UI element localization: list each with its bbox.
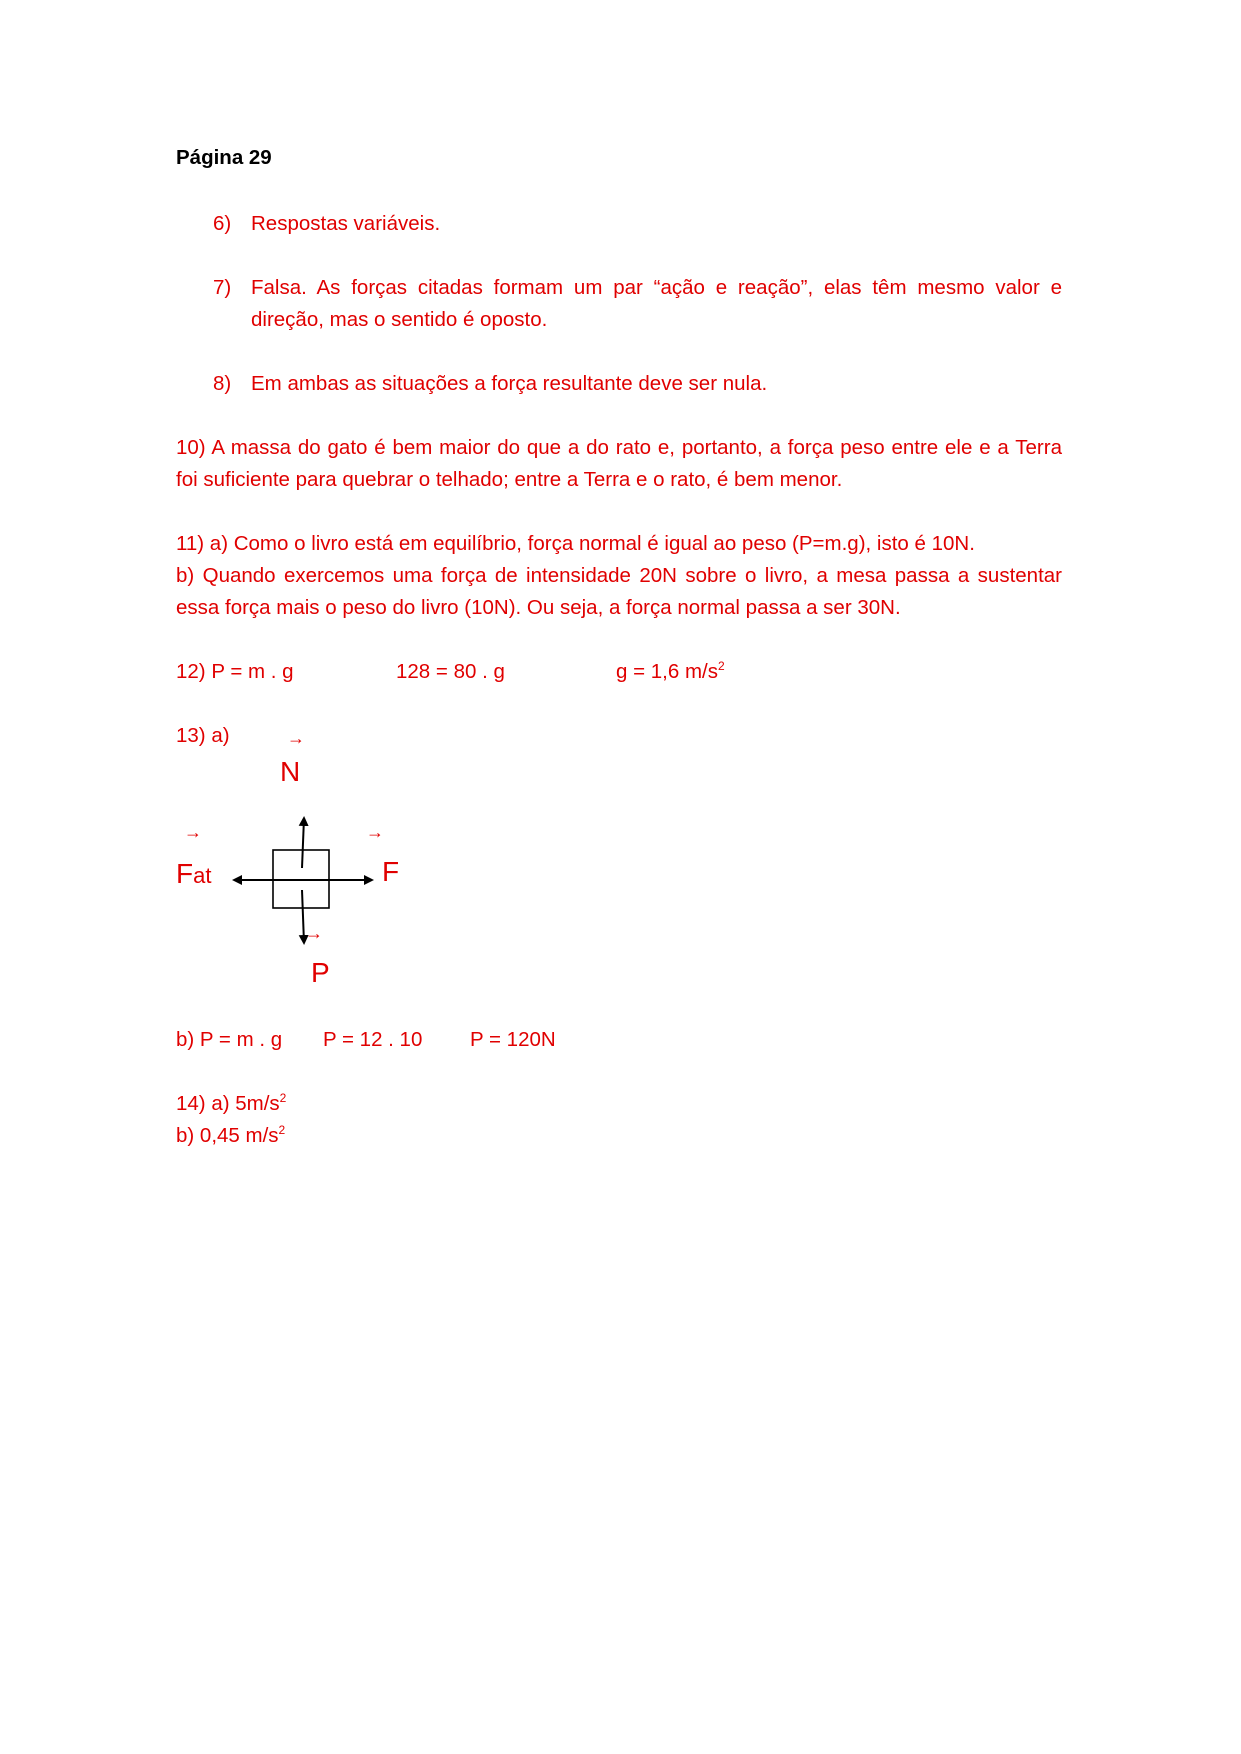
answer-13b-formula: b) P = m . g [176, 1028, 283, 1051]
answer-7-number: 7) [213, 276, 232, 299]
answer-12-formula: 12) P = m . g [176, 660, 294, 683]
force-label-p: P [311, 957, 330, 988]
answer-10-text: 10) A massa do gato é bem maior do que a do rato e, portanto, a força peso entre ele e a Terra foi suficiente para quebrar o telhado; entre a Terra e o rato, é bem menor. [176, 436, 1062, 491]
answer-14a: 14) a) $5m/s^2$ [176, 1091, 287, 1115]
answer-8-number: 8) [213, 372, 232, 395]
answer-7-text: Falsa. As forças citadas formam um par “ação e reação”, elas têm mesmo valor e direção, mas o sentido é oposto. [251, 276, 1062, 331]
answer-12-result: g = 1,6 $m/s^2$ [616, 659, 725, 683]
answer-11b-text: b) Quando exercemos uma força de intensidade 20N sobre o livro, a mesa passa a sustentar essa força mais o peso do livro (10N). Ou seja, a força normal passa a ser 30N. [176, 564, 1062, 619]
answer-11a-text: 11) a) Como o livro está em equilíbrio, força normal é igual ao peso (P=m.g), isto é 10N. [176, 532, 975, 555]
answer-14b: b) 0,45 $m/s^2$ [176, 1123, 286, 1147]
normal-force-arrow [302, 818, 304, 868]
vector-mark-fat: → [184, 822, 202, 842]
answer-13b-result: P = 120N [470, 1028, 556, 1051]
answer-12-substitution: 128 = 80 . g [396, 660, 505, 683]
answer-6-text: Respostas variáveis. [251, 212, 441, 235]
vector-mark-n: → [287, 728, 305, 748]
page-heading: Página 29 [176, 146, 272, 169]
force-label-f: F [382, 856, 400, 887]
force-label-fat: Fat [176, 858, 212, 889]
vector-mark-p: → [305, 923, 323, 943]
force-label-n: N [280, 756, 301, 787]
answer-6-number: 6) [213, 212, 232, 235]
answer-8-text: Em ambas as situações a força resultante deve ser nula. [251, 372, 768, 395]
answer-13b-substitution: P = 12 . 10 [323, 1028, 423, 1051]
vector-mark-f: → [366, 822, 384, 842]
weight-force-arrow [302, 890, 304, 943]
answer-13a-label: 13) a) [176, 724, 230, 747]
